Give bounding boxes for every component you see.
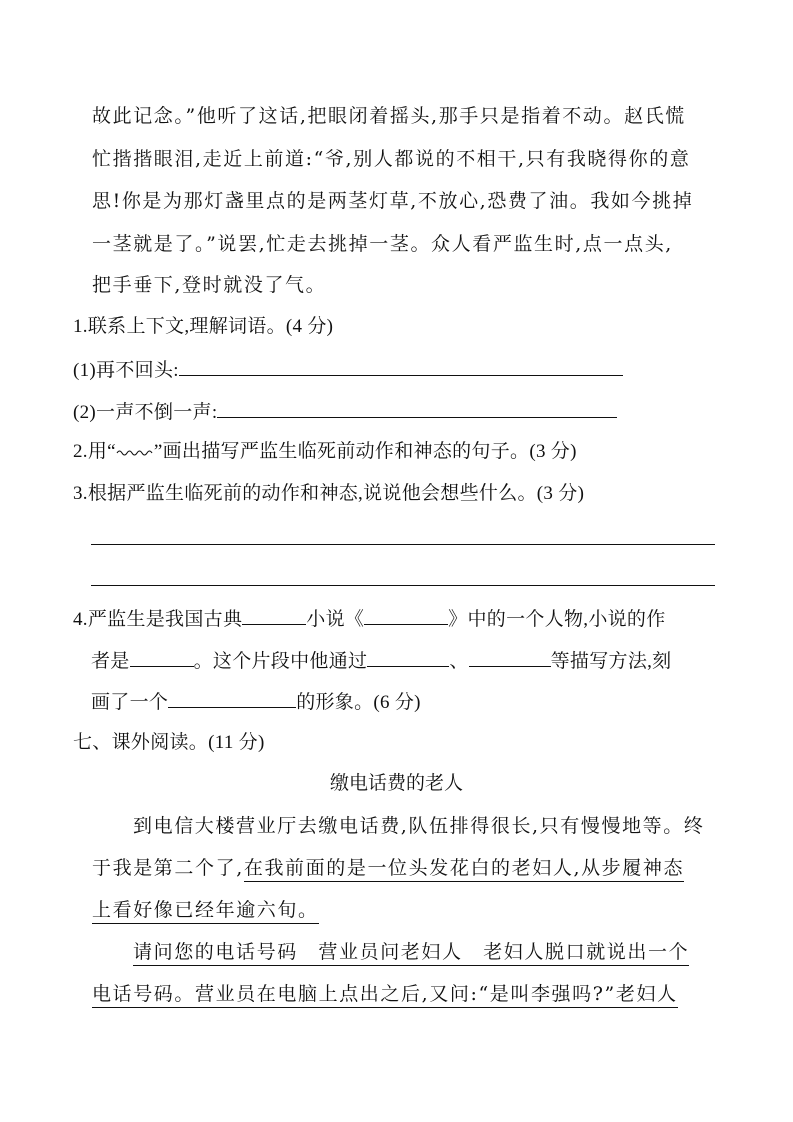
passage-line: 思!你是为那灯盏里点的是两茎灯草,不放心,恐费了油。我如今挑掉 xyxy=(92,190,694,212)
wavy-line-icon xyxy=(116,447,154,457)
answer-line[interactable] xyxy=(91,585,715,586)
question-4-text: 画了一个 xyxy=(91,692,169,713)
question-2-before: 2.用“ xyxy=(73,441,116,462)
story-line xyxy=(92,982,678,1006)
question-2 xyxy=(73,440,577,464)
story-line xyxy=(92,898,319,922)
underlined-sentence: 上看好像已经年逾六旬。 xyxy=(92,899,319,924)
question-4-line-1 xyxy=(73,606,666,632)
question-1-item-1-label: (1)再不回头: xyxy=(73,360,179,381)
question-2-after: ”画出描写严监生临死前动作和神态的句子。(3 分) xyxy=(153,441,577,462)
answer-blank[interactable] xyxy=(130,648,194,667)
question-4-text: 4.严监生是我国古典 xyxy=(73,609,243,630)
question-3-title: 3.根据严监生临死前的动作和神态,说说他会想些什么。(3 分) xyxy=(73,483,585,504)
question-4-text: 》中的一个人物,小说的作 xyxy=(448,609,666,630)
answer-blank[interactable] xyxy=(469,648,551,667)
answer-line[interactable] xyxy=(91,544,715,545)
underlined-sentence: 在我前面的是一位头发花白的老妇人,从步履神态 xyxy=(244,857,684,882)
question-1-item-1 xyxy=(73,357,623,383)
question-1-item-2 xyxy=(73,399,617,425)
passage-line: 故此记念。”他听了这话,把眼闭着摇头,那手只是指着不动。赵氏慌 xyxy=(92,105,686,127)
passage-line: 一茎就是了。”说罢,忙走去挑掉一茎。众人看严监生时,点一点头, xyxy=(92,233,673,255)
underlined-sentence: 电话号码。营业员在电脑上点出之后,又问:“是叫李强吗?”老妇人 xyxy=(92,983,678,1008)
story-line xyxy=(133,940,689,964)
story-title: 缴电话费的老人 xyxy=(329,773,463,794)
passage-line: 把手垂下,登时就没了气。 xyxy=(92,274,327,296)
story-line xyxy=(92,856,684,880)
question-4-text: 小说《 xyxy=(306,609,365,630)
question-4-text: 者是 xyxy=(91,651,130,672)
question-4-text: 等描写方法,刻 xyxy=(550,651,672,672)
underlined-sentence: 请问您的电话号码 营业员问老妇人 老妇人脱口就说出一个 xyxy=(133,941,689,966)
answer-blank[interactable] xyxy=(364,606,448,625)
answer-blank[interactable] xyxy=(168,689,296,708)
passage-line: 忙揩揩眼泪,走近上前道:“爷,别人都说的不相干,只有我晓得你的意 xyxy=(92,148,691,170)
question-4-line-3 xyxy=(91,689,421,715)
question-4-text: 的形象。(6 分) xyxy=(296,692,421,713)
story-text: 于我是第二个了, xyxy=(92,857,244,879)
question-4-text: 。这个片段中他通过 xyxy=(193,651,368,672)
question-4-text: 、 xyxy=(449,651,469,672)
story-line: 到电信大楼营业厅去缴电话费,队伍排得很长,只有慢慢地等。终 xyxy=(133,815,705,837)
answer-blank[interactable] xyxy=(367,648,449,667)
section-7-heading: 七、课外阅读。(11 分) xyxy=(73,732,265,753)
question-1-title: 1.联系上下文,理解词语。(4 分) xyxy=(73,316,334,337)
question-4-line-2 xyxy=(91,648,671,674)
answer-blank[interactable] xyxy=(179,357,623,376)
question-1-item-2-label: (2)一声不倒一声: xyxy=(73,402,218,423)
answer-blank[interactable] xyxy=(242,606,306,625)
answer-blank[interactable] xyxy=(217,399,617,418)
